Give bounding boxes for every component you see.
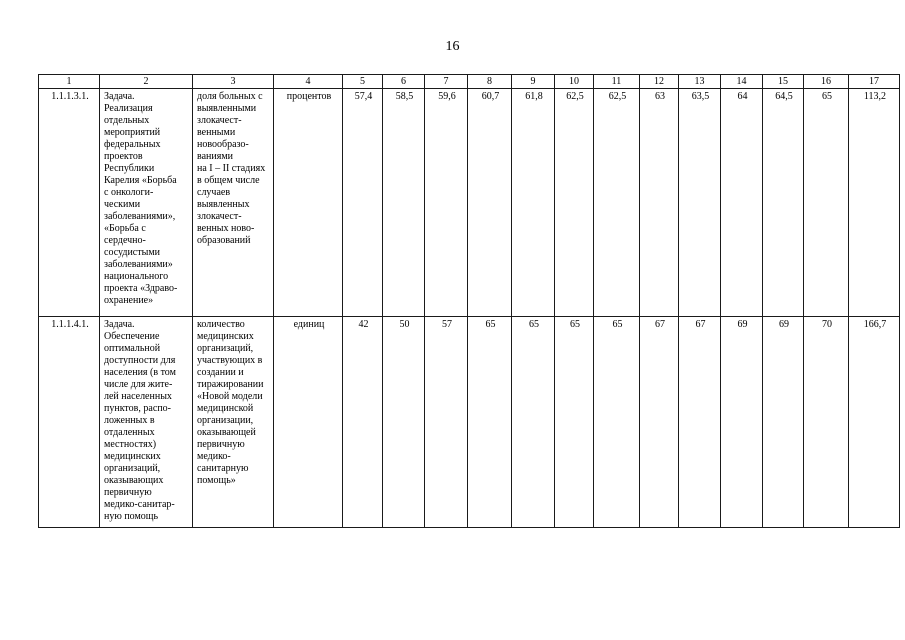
table-row <box>39 317 900 528</box>
column-header: 12 <box>640 75 679 89</box>
cell-value: 59,6 <box>425 89 468 317</box>
cell-value: 57 <box>425 317 468 528</box>
cell-value: 67 <box>640 317 679 528</box>
column-header: 14 <box>721 75 763 89</box>
column-header: 7 <box>425 75 468 89</box>
cell-value: 166,7 <box>849 317 900 528</box>
cell-value: 62,5 <box>555 89 594 317</box>
column-header: 9 <box>512 75 555 89</box>
column-header: 13 <box>679 75 721 89</box>
column-header: 15 <box>763 75 804 89</box>
cell-value: 65 <box>512 317 555 528</box>
cell-value: 42 <box>343 317 383 528</box>
cell-value: 57,4 <box>343 89 383 317</box>
column-header: 16 <box>804 75 849 89</box>
cell-task: Задача. Реализация отдельных мероприятий федеральных проектов Республики Карелия «Борьба с онкологи- ческими заболеваниями», «Борьба с сердечно- сосудистыми заболеваниями» национального проекта «Здраво- охранение» <box>100 89 193 317</box>
column-header: 1 <box>39 75 100 89</box>
cell-value: 70 <box>804 317 849 528</box>
column-header: 17 <box>849 75 900 89</box>
cell-value: 58,5 <box>383 89 425 317</box>
cell-value: 69 <box>721 317 763 528</box>
cell-unit: единиц <box>274 317 343 528</box>
cell-value: 113,2 <box>849 89 900 317</box>
column-header: 3 <box>193 75 274 89</box>
column-header: 6 <box>383 75 425 89</box>
cell-value: 65 <box>555 317 594 528</box>
cell-value: 61,8 <box>512 89 555 317</box>
cell-value: 65 <box>804 89 849 317</box>
cell-value: 62,5 <box>594 89 640 317</box>
cell-value: 65 <box>594 317 640 528</box>
cell-indicator: доля больных с выявленными злокачест- венными новообразо- ваниями на I – II стадиях в общем числе случаев выявленных злокачест- венных ново- образований <box>193 89 274 317</box>
column-header: 4 <box>274 75 343 89</box>
page-number: 16 <box>445 39 460 54</box>
cell-value: 65 <box>468 317 512 528</box>
cell-value: 67 <box>679 317 721 528</box>
column-header: 10 <box>555 75 594 89</box>
table-row <box>39 89 900 317</box>
cell-code: 1.1.1.4.1. <box>39 317 100 528</box>
cell-unit: процентов <box>274 89 343 317</box>
cell-value: 63,5 <box>679 89 721 317</box>
cell-value: 50 <box>383 317 425 528</box>
cell-value: 63 <box>640 89 679 317</box>
cell-code: 1.1.1.3.1. <box>39 89 100 317</box>
table-body <box>39 75 900 528</box>
cell-indicator: количество медицинских организаций, участвующих в создании и тиражировании «Новой модели медицинской организации, оказывающей первичную медико- санитарную помощь» <box>193 317 274 528</box>
column-header: 8 <box>468 75 512 89</box>
cell-value: 64,5 <box>763 89 804 317</box>
cell-value: 60,7 <box>468 89 512 317</box>
cell-task: Задача. Обеспечение оптимальной доступности для населения (в том числе для жите- лей населенных пунктов, распо- ложенных в отдаленных местностях) медицинских организаций, оказывающих первичную медико-санитар- ную помощь <box>100 317 193 528</box>
cell-value: 64 <box>721 89 763 317</box>
cell-value: 69 <box>763 317 804 528</box>
column-header: 11 <box>594 75 640 89</box>
header-row <box>39 75 900 89</box>
column-header: 2 <box>100 75 193 89</box>
data-table <box>38 74 900 528</box>
column-header: 5 <box>343 75 383 89</box>
